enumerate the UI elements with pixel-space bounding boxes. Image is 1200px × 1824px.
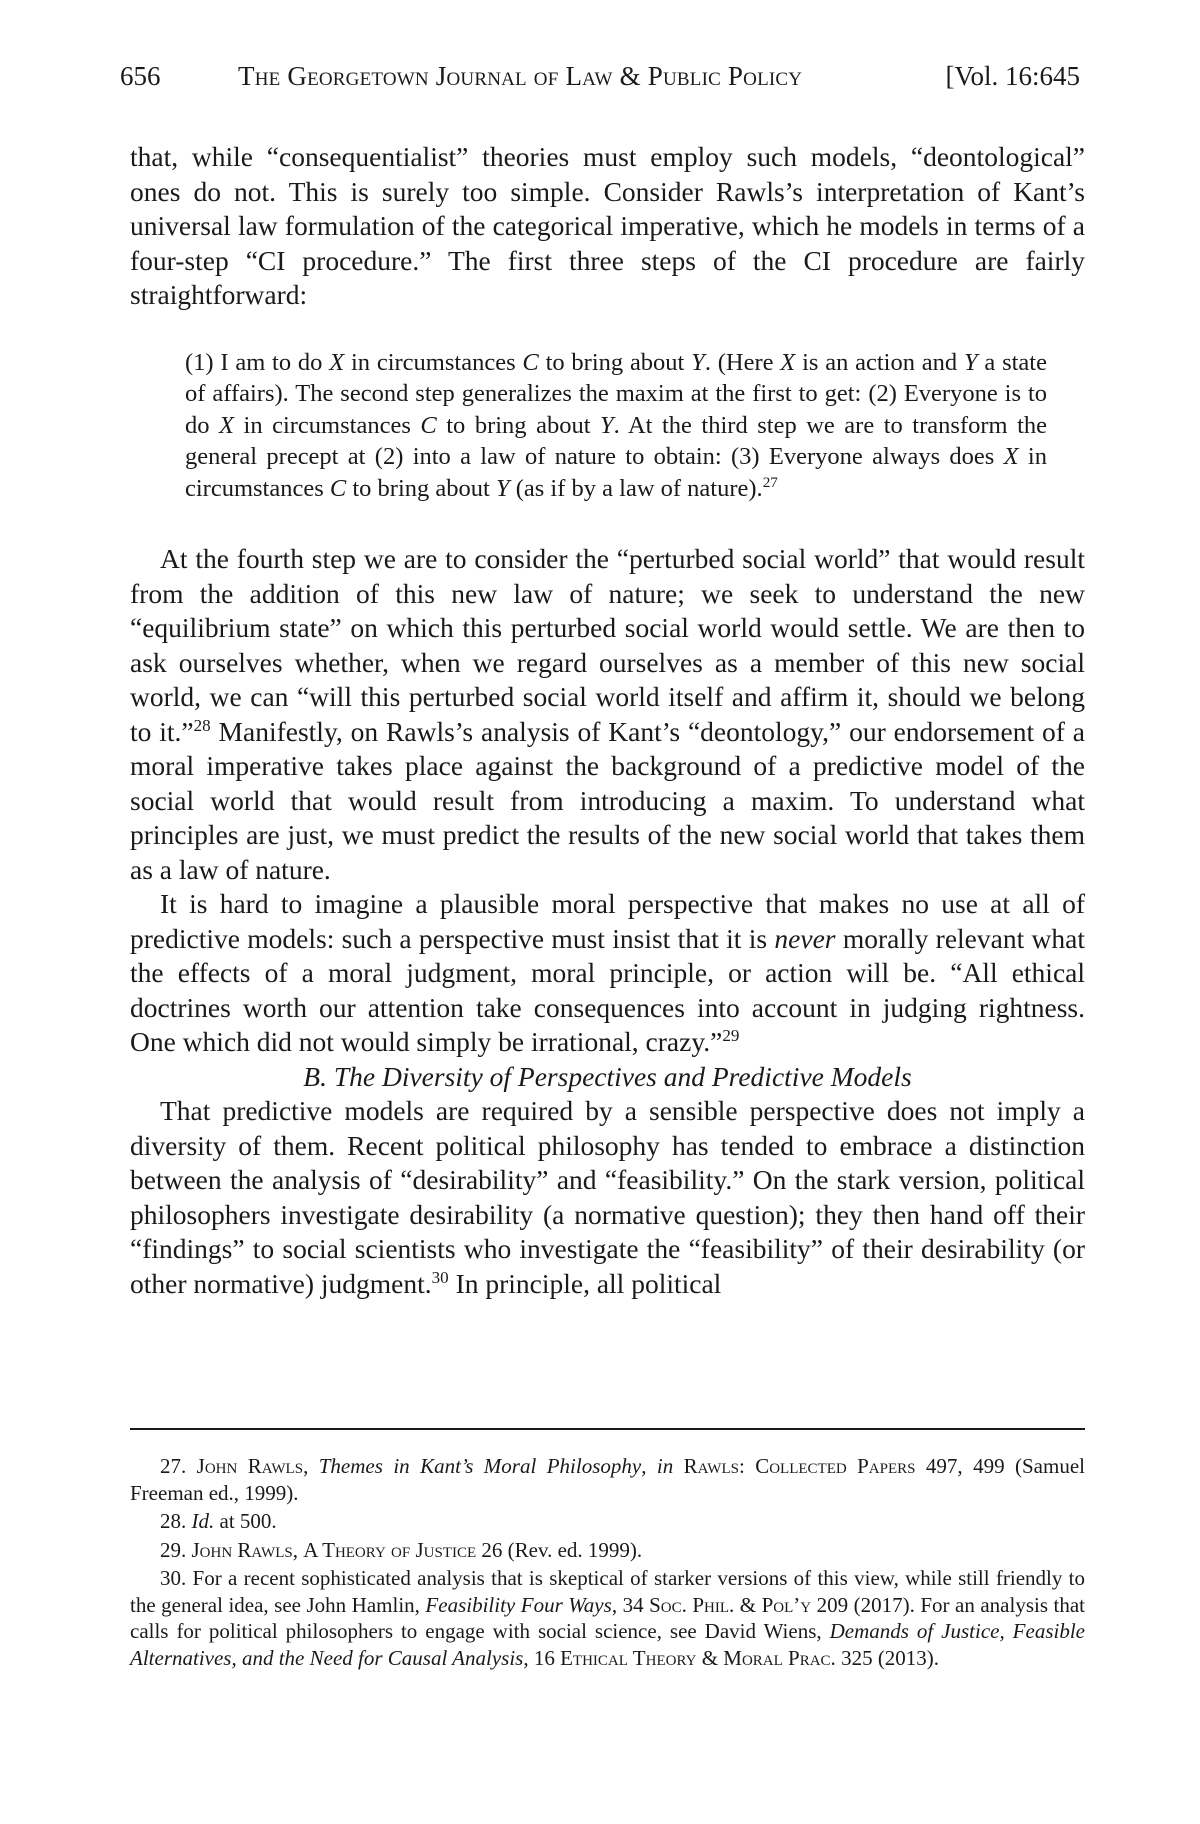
paragraph-4: That predictive models are required by a sensible perspective does not imply a diversity of them. Recent political philosophy has tended to embrace a distinction between the analysis of “desirability” and “feasibility.” On the stark version, political philosophers investigate desirability (a normative question); they then hand off their “findings” to social scientists who investigate the “feasibility” of their desirability (or other normative) judgment.$^{30}$ In principle, all political: [130, 1095, 1085, 1299]
running-header: [120, 56, 1080, 96]
block-quote: (1) I am to do X in circumstances C to bring about Y. (Here X is an action and Y a state of affairs). The second step generalizes the maxim at the first to get: (2) Everyone is to do X in circumstances C to bring about Y. At the third step we are to transform the general precept at (2) into a law of nature to obtain: (3) Everyone always does X in circumstances C to bring about Y (as if by a law of nature).$^{27}$: [185, 348, 1048, 502]
footnote-ref-27[interactable]: 27: [762, 473, 778, 491]
footnote-30: 30. For a recent sophisticated analysis that is skeptical of starker versions of this view, while still friendly to the general idea, see John Hamlin, Feasibility Four Ways, 34 Soc. Phil. & Pol’y 209 (2017). For an analysis that calls for political philosophers to engage with social science, see David Wiens, Demands of Justice, Feasible Alternatives, and the Need for Causal Analysis, 16 Ethical Theory & Moral Prac. 325 (2013).: [130, 1566, 1086, 1670]
main-text: [130, 140, 1085, 1301]
footnote-divider: [130, 1428, 1085, 1430]
footnote-ref-28[interactable]: 28: [193, 715, 211, 735]
volume-citation: [Vol. 16:645: [945, 61, 1080, 91]
footnote-28: 28. Id. at 500.: [160, 1509, 277, 1533]
footnote-ref-29[interactable]: 29: [722, 1025, 740, 1045]
paragraph-1: that, while “consequentialist” theories must employ such models, “deontological” ones do not. This is surely too simple. Consider Rawls’s interpretation of Kant’s universal law formulation of the categorical imperative, which he models in terms of a four-step “CI procedure.” The first three steps of the CI procedure are fairly straightforward:: [130, 141, 1085, 310]
footnote-29: 29. John Rawls, A Theory of Justice 26 (Rev. ed. 1999).: [160, 1537, 643, 1562]
section-heading: B. The Diversity of Perspectives and Predictive Models: [303, 1060, 912, 1092]
paragraph-3: It is hard to imagine a plausible moral perspective that makes no use at all of predictive models: such a perspective must insist that it is never morally relevant what the effects of a moral judgment, moral principle, or action will be. “All ethical doctrines worth our attention take consequences into account in judging rightness. One which did not would simply be irrational, crazy.”$^{29}$: [130, 888, 1085, 1057]
footnote-ref-30[interactable]: 30: [431, 1267, 449, 1287]
footnote-27: 27. John Rawls, Themes in Kant’s Moral Philosophy, in Rawls: Collected Papers 497, 499 (Samuel Freeman ed., 1999).: [130, 1454, 1085, 1505]
journal-title: The Georgetown Journal of Law & Public Policy: [238, 61, 803, 91]
page-number: 656: [120, 61, 161, 91]
footnotes: [130, 1453, 1085, 1673]
paragraph-2: At the fourth step we are to consider the “perturbed social world” that would result from the addition of this new law of nature; we seek to understand the new “equilibrium state” on which this perturbed social world would settle. We are then to ask ourselves whether, when we regard ourselves as a member of this new social world, we can “will this perturbed social world itself and affirm it, should we belong to it.”$^{28}$ Manifestly, on Rawls’s analysis of Kant’s “deontology,” our endorsement of a moral imperative takes place against the background of a predictive model of the social world that would result from introducing a maxim. To understand what principles are just, we must predict the results of the new social world that takes them as a law of nature.: [130, 543, 1085, 885]
